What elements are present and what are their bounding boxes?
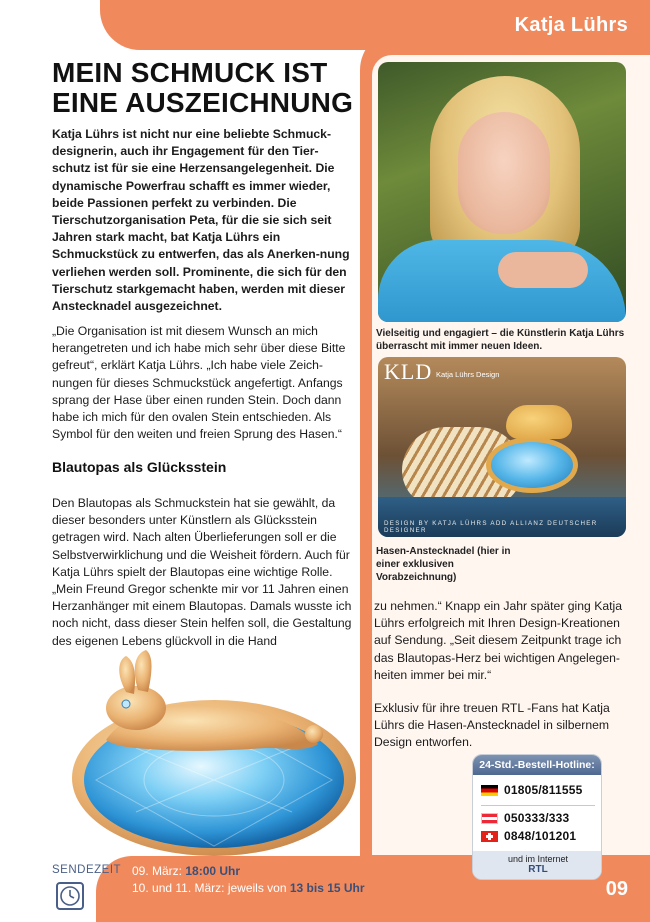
broadcast-hour-2: 13 bis 15 Uhr bbox=[289, 881, 365, 895]
portrait-photo bbox=[378, 62, 626, 322]
headline-line-2: EINE AUSZEICHNUNG bbox=[52, 87, 354, 118]
austria-flag-icon bbox=[481, 813, 498, 824]
broadcast-time-1 bbox=[132, 864, 240, 878]
rabbit-eye-gem bbox=[122, 700, 130, 708]
broadcast-date-1: 09. März: bbox=[132, 864, 186, 878]
germany-flag-icon bbox=[481, 785, 498, 796]
hotline-number-austria[interactable]: 050333/333 bbox=[504, 811, 570, 825]
article-subheading: Blautopas als Glücksstein bbox=[52, 459, 227, 475]
rtl-brand[interactable]: RTL bbox=[528, 864, 548, 875]
hotline-divider bbox=[481, 805, 595, 806]
hotline-internet bbox=[473, 851, 602, 880]
portrait-face bbox=[458, 112, 550, 234]
broadcast-hour-1: 18:00 Uhr bbox=[185, 864, 241, 878]
article-paragraph-1: „Die Organisation ist mit diesem Wunsch an mich herangetreten und ich habe mich sehr über diese Bitte gefreut“, erklärt Katja Lührs. „Ich habe viele Zeich-nungen für dieses Schmuckstück angefertigt. Anfangs sprang der Hase über einen runden Stein. Doch dann habe ich mich für den ovalen Stein entschieden. Als Symbol für den weiten und freien Sprung des Hasen.“ bbox=[52, 324, 346, 442]
page-number: 09 bbox=[605, 878, 628, 900]
internet-label: und im Internet bbox=[507, 854, 569, 864]
hotline-row-germany bbox=[481, 783, 582, 797]
switzerland-flag-icon bbox=[481, 831, 498, 842]
order-hotline-box bbox=[472, 754, 602, 880]
gold-rabbit bbox=[506, 405, 572, 439]
pin-caption: Hasen-Anstecknadel (hier in einer exklusiven Vorabzeichnung) bbox=[376, 546, 511, 583]
article-paragraph-3: zu nehmen.“ Knapp ein Jahr später ging Katja Lührs erfolgreich mit Ihren Design-Kreationen auf Sendung. „Seit diesem Zeitpunkt trage ich das Blautopas-Herz bei wichtigen Angelegen-heiten immer bei mir.“ bbox=[374, 599, 622, 682]
portrait-caption: Vielseitig und engagiert – die Künstlerin Katja Lührs überrascht mit immer neuen Ideen. bbox=[376, 328, 625, 352]
article-intro: Katja Lührs ist nicht nur eine beliebte Schmuck-designerin, auch ihr Engagement für den Tier-schutz ist für sie eine Herzensangelegenheit. Die dynamische Powerfrau schafft es immer wieder, beide Passionen perfekt zu verbinden. Die Tierschutzorganisation Peta, für die sie sich seit Jahren stark macht, bat Katja Lührs ein Schmuckstück zu entwerfen, das als Anerken-nung verliehen werden soll. Prominente, die sich für den Tierschutz starkgemacht haben, werden mit dieser Anstecknadel ausgezeichnet. bbox=[52, 127, 350, 314]
hotline-title: 24-Std.-Bestell-Hotline: bbox=[473, 755, 601, 775]
rabbit-pin-illustration bbox=[66, 648, 356, 860]
header-title: Katja Lührs bbox=[514, 14, 628, 36]
design-credit: DESIGN BY KATJA LÜHRS ADD ALLIANZ DEUTSCHER DESIGNER bbox=[384, 520, 598, 534]
article-paragraph-4: Exklusiv für ihre treuen RTL -Fans hat Katja Lührs die Hasen-Anstecknadel in silbernem Design entworfen. bbox=[374, 701, 610, 750]
article-headline bbox=[52, 58, 362, 118]
kld-logo: KLD bbox=[384, 359, 433, 384]
article-paragraph-2: Den Blautopas als Schmuckstein hat sie gewählt, da dieser besonders unter Künstlern als Glücksstein getragen wird. Nach alten Überlieferungen soll er die Selbstverwirklichung und die Weisheit fördern. Auch für Katja Lührs spielt der Blautopas eine wichtige Rolle. „Mein Freund Gregor schenkte mir vor 11 Jahren einen Herzanhänger mit einem Blautopas. Damals wusste ich noch nicht, dass dieser Stein helfen soll, die Gestaltung des eigenen Lebens glückvoll in die Hand bbox=[52, 496, 352, 648]
broadcast-time-2 bbox=[132, 881, 365, 895]
hotline-row-switzerland bbox=[481, 829, 576, 843]
clock-icon bbox=[56, 882, 84, 910]
broadcast-label: SENDEZEIT bbox=[52, 864, 122, 876]
broadcast-date-2: 10. und 11. März: jeweils von bbox=[132, 881, 290, 895]
pin-photo bbox=[378, 357, 626, 537]
hotline-row-austria bbox=[481, 811, 569, 825]
blue-topaz-gem bbox=[486, 437, 578, 493]
hotline-number-germany[interactable]: 01805/811555 bbox=[504, 783, 583, 797]
portrait-hand bbox=[498, 252, 588, 288]
headline-line-1: MEIN SCHMUCK IST bbox=[52, 57, 328, 88]
hotline-number-switzerland[interactable]: 0848/101201 bbox=[504, 829, 577, 843]
kld-logo-subtitle: Katja Lührs Design bbox=[436, 370, 500, 379]
